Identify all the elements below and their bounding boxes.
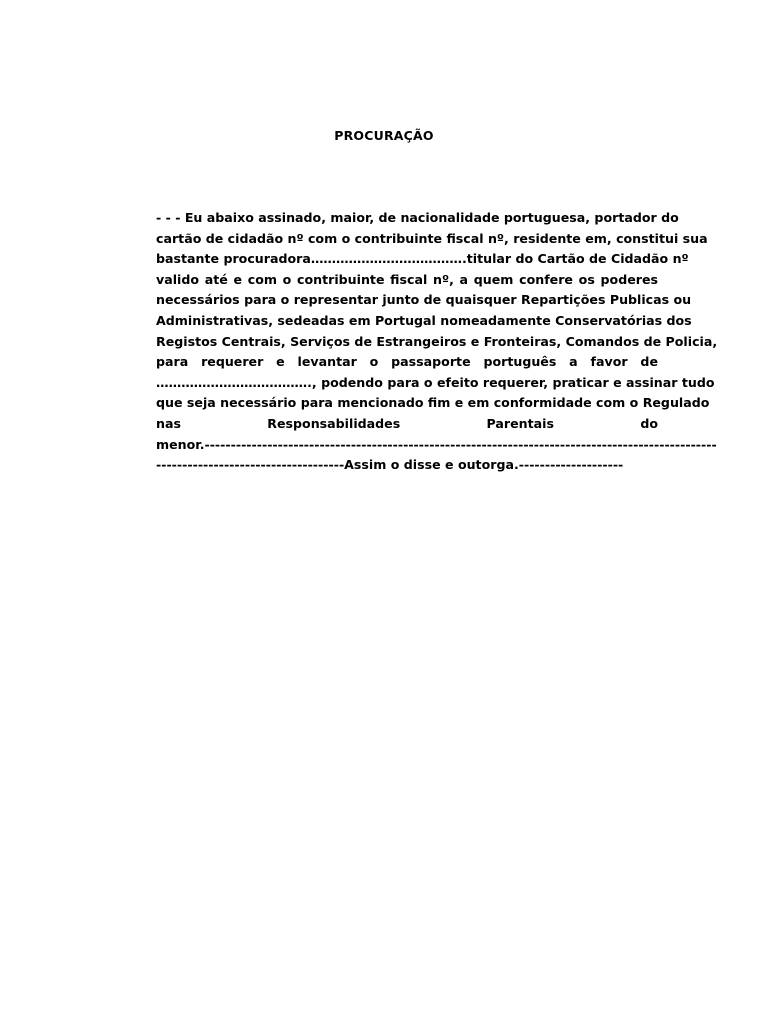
body-line: cartão de cidadão nº com o contribuinte fiscal nº, residente em, constitui sua — [156, 230, 708, 246]
document-title: PROCURAÇÃO — [334, 128, 434, 143]
body-line: Administrativas, sedeadas em Portugal nomeadamente Conservatórias dos — [156, 312, 692, 328]
body-line-closing: ------------------------------------Assim o disse e outorga.-------------------- — [156, 457, 624, 473]
body-line: bastante procuradora……………………………….titular do Cartão de Cidadão nº — [156, 251, 689, 267]
body-line: ………………………………., podendo para o efeito requerer, praticar e assinar tudo — [156, 374, 715, 390]
body-line: Registos Centrais, Serviços de Estrangeiros e Fronteiras, Comandos de Policia, — [156, 333, 718, 349]
body-line: nas Responsabilidades Parentais do — [156, 415, 658, 431]
body-line: valido até e com o contribuinte fiscal nº, a quem confere os poderes — [156, 271, 658, 287]
body-line: para requerer e levantar o passaporte português a favor de — [156, 354, 658, 370]
body-line: necessários para o representar junto de quaisquer Repartições Publicas ou — [156, 292, 692, 308]
body-line: - - - Eu abaixo assinado, maior, de nacionalidade portuguesa, portador do — [156, 210, 679, 225]
body-line: que seja necessário para mencionado fim e em conformidade com o Regulado — [156, 395, 710, 411]
document-body — [156, 208, 718, 476]
body-line: menor.-------------------------------------------------------------------------------------------------- — [156, 436, 717, 452]
